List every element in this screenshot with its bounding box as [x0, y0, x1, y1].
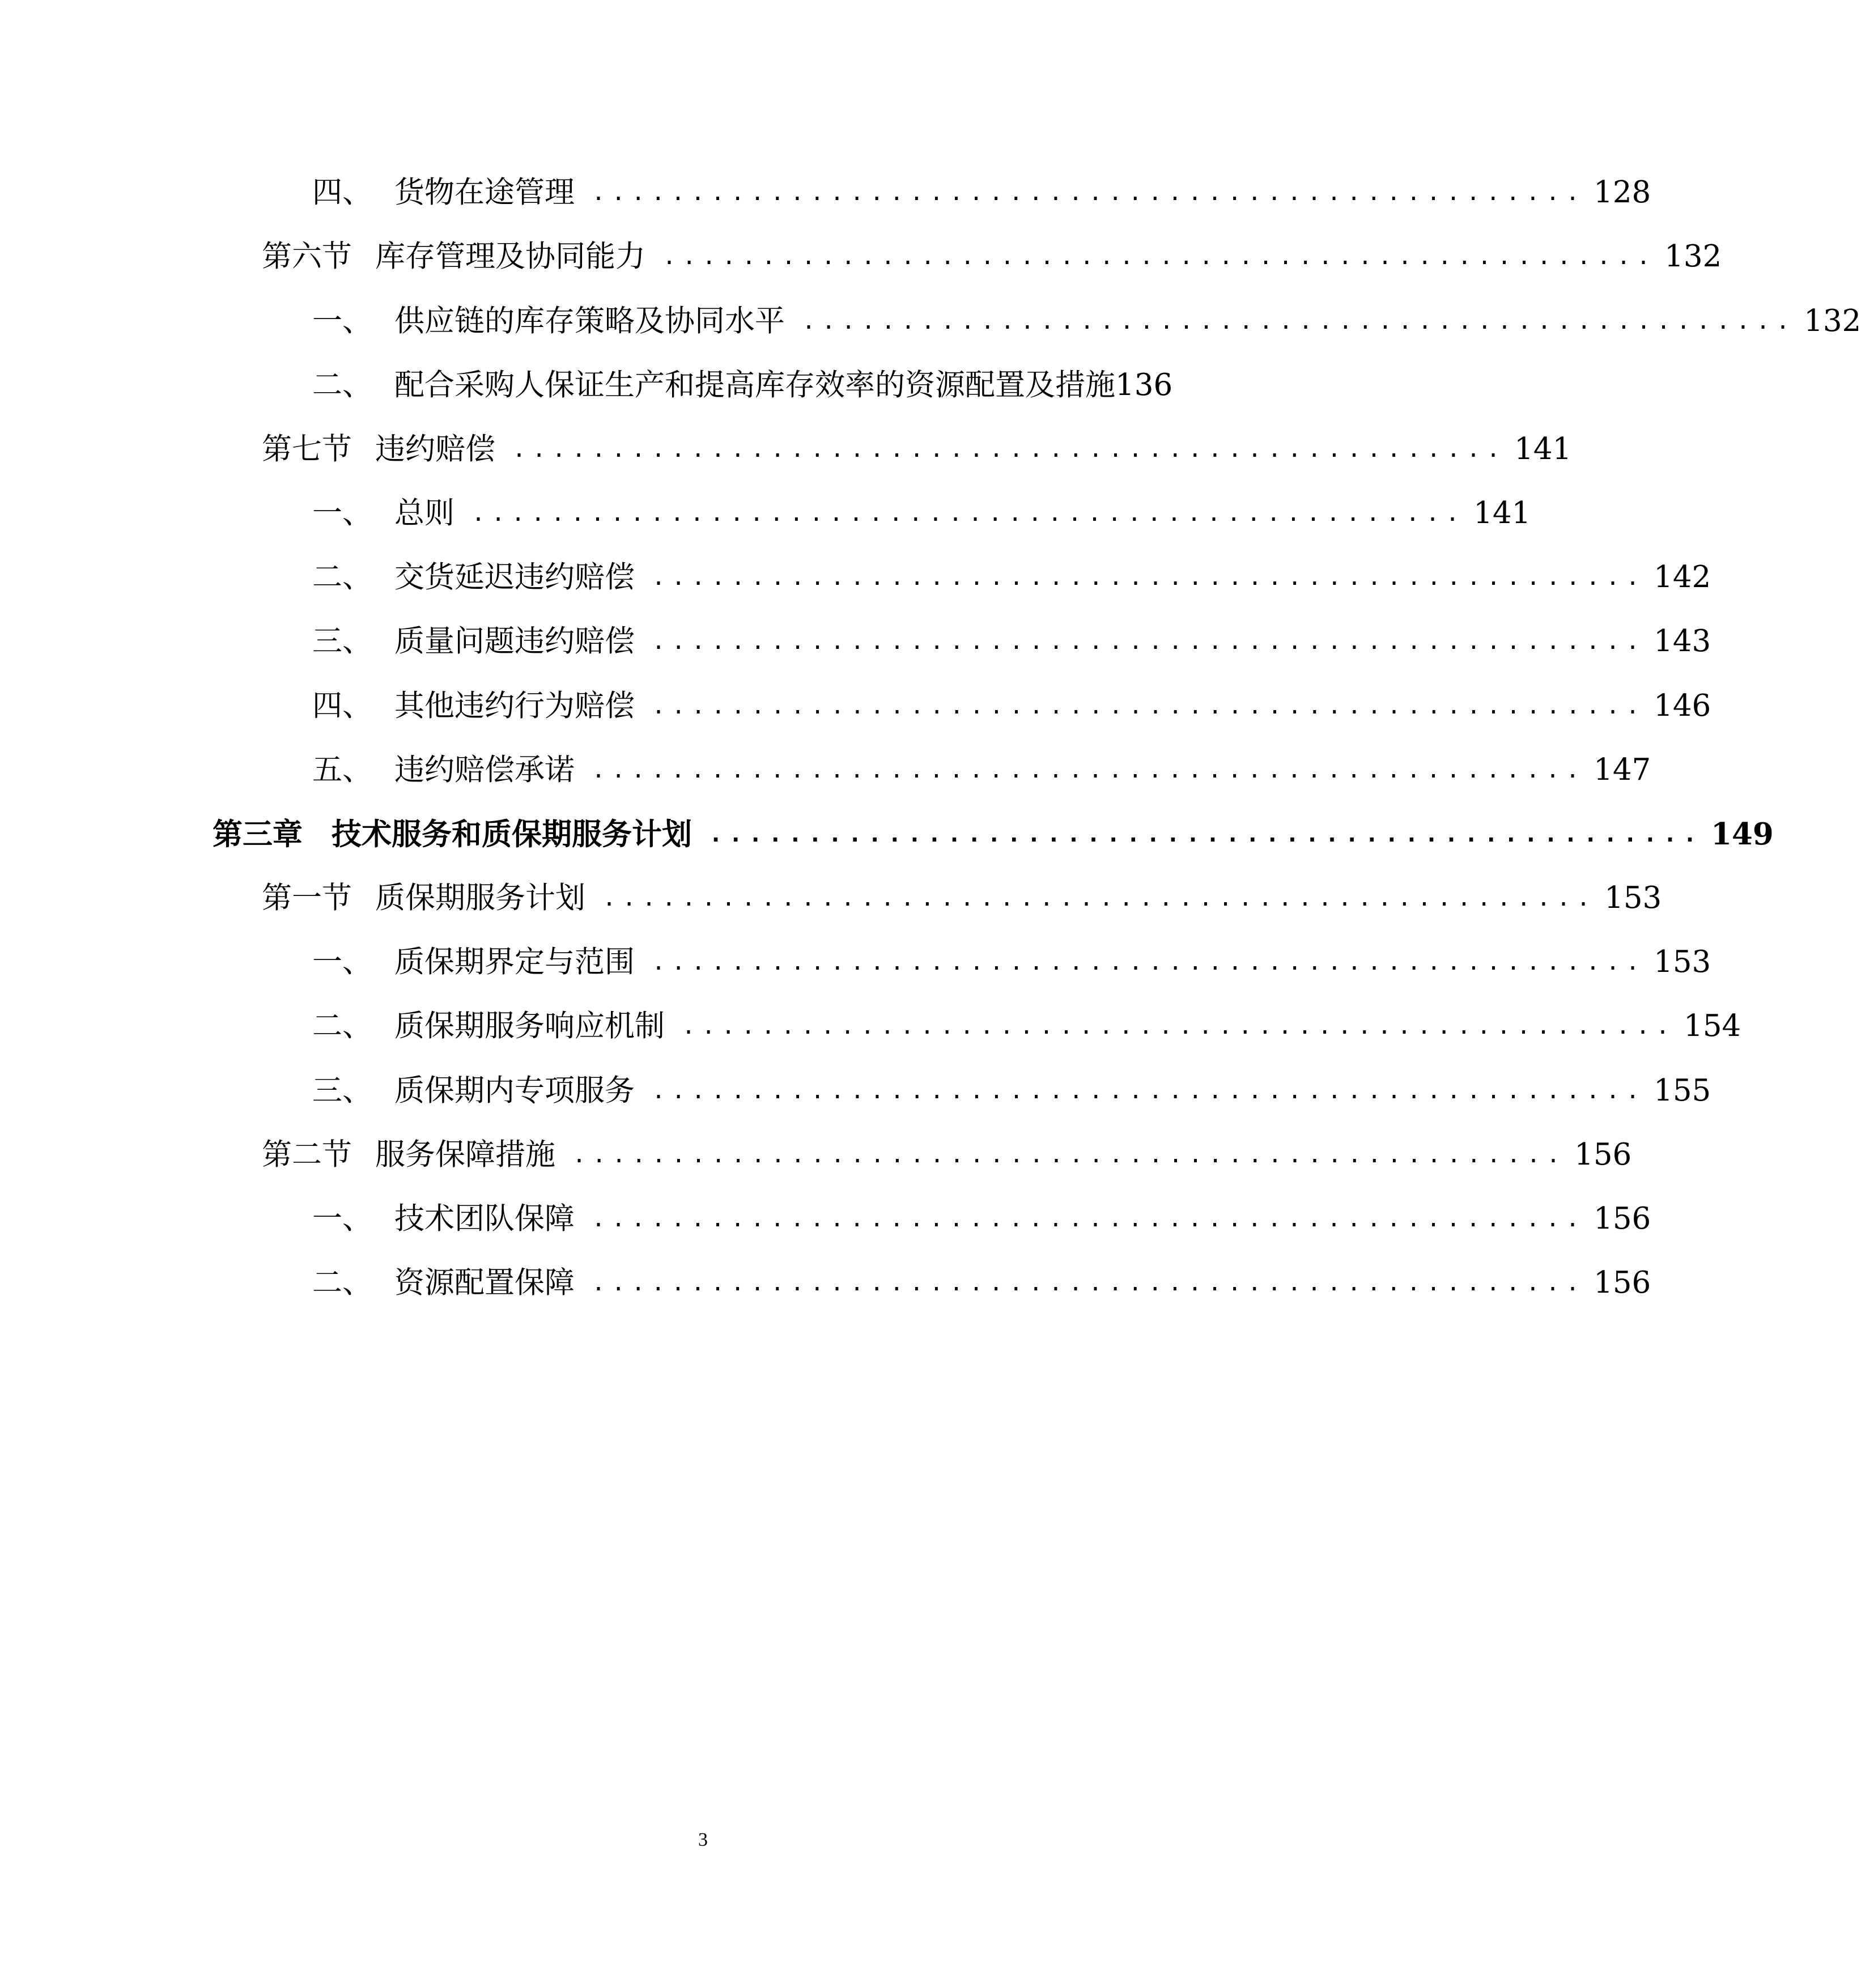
- toc-leader-dots: ..................................................: [572, 1142, 1567, 1168]
- toc-entry-number: 三、: [312, 1073, 372, 1108]
- toc-leader-dots: ..................................................: [471, 500, 1466, 526]
- toc-entry-number: 二、: [312, 1009, 372, 1043]
- toc-entry[interactable]: [262, 234, 1722, 279]
- toc-entry-page: 132: [1664, 239, 1722, 274]
- toc-entry[interactable]: [312, 940, 1711, 985]
- toc-entry-title: 其他违约行为赔偿: [394, 689, 635, 723]
- toc-entry[interactable]: [312, 491, 1531, 536]
- toc-leader-dots: ..................................................: [709, 821, 1703, 847]
- toc-leader-dots: ..................................................: [652, 1078, 1646, 1104]
- toc-entry-title: 供应链的库存策略及协同水平: [394, 304, 785, 338]
- toc-entry-page: 156: [1594, 1201, 1651, 1236]
- toc-entry[interactable]: [312, 1004, 1741, 1049]
- toc-entry-title: 质保期服务计划: [375, 881, 585, 915]
- toc-entry-page: 141: [1473, 496, 1531, 530]
- toc-entry-number: 第三章: [213, 817, 303, 852]
- toc-entry-title: 服务保障措施: [375, 1137, 555, 1172]
- toc-entry-page: 142: [1654, 560, 1711, 594]
- toc-leader-dots: ..................................................: [682, 1013, 1676, 1039]
- toc-entry-title: 技术服务和质保期服务计划: [332, 817, 692, 852]
- toc-entry-number: 第一节: [262, 881, 352, 915]
- toc-entry[interactable]: [312, 170, 1651, 215]
- toc-entry[interactable]: [312, 1260, 1651, 1306]
- toc-entry-page: 156: [1574, 1137, 1632, 1172]
- toc-entry-number: 一、: [312, 945, 372, 979]
- toc-entry-title: 资源配置保障: [394, 1265, 575, 1300]
- toc-entry-number: 一、: [312, 1201, 372, 1236]
- toc-entry[interactable]: [312, 1068, 1711, 1114]
- toc-entry-title: 违约赔偿承诺: [394, 753, 575, 787]
- toc-leader-dots: ..................................................: [512, 436, 1507, 462]
- toc-leader-dots: ..................................................: [662, 244, 1657, 270]
- toc-entry-title: 货物在途管理: [394, 175, 575, 210]
- toc-entry-title: 违约赔偿: [375, 432, 495, 466]
- toc-leader-dots: ..................................................: [802, 308, 1796, 334]
- toc-entry[interactable]: [262, 876, 1662, 921]
- toc-entry-number: 一、: [312, 496, 372, 530]
- toc-entry-title: 配合采购人保证生产和提高库存效率的资源配置及措施: [394, 368, 1115, 402]
- toc-entry[interactable]: [312, 363, 1242, 408]
- toc-entry[interactable]: [262, 427, 1572, 472]
- toc-entry-page: 136: [1115, 368, 1173, 402]
- toc-entry-number: 五、: [312, 753, 372, 787]
- toc-entry-number: 第二节: [262, 1137, 352, 1172]
- toc-leader-dots: ..................................................: [592, 180, 1586, 206]
- toc-entry-title: 库存管理及协同能力: [375, 239, 645, 274]
- toc-entry-chapter[interactable]: [213, 812, 1774, 857]
- toc-entry-number: 一、: [312, 304, 372, 338]
- toc-entry-page: 153: [1654, 945, 1711, 979]
- toc-entry-page: 155: [1654, 1073, 1711, 1108]
- toc-leader-dots: ..................................................: [652, 564, 1646, 591]
- toc-leader-dots: ..................................................: [652, 693, 1646, 719]
- page-number: 3: [698, 1829, 708, 1850]
- toc-entry-title: 总则: [394, 496, 454, 530]
- toc-entry-number: 四、: [312, 689, 372, 723]
- toc-entry-page: 156: [1594, 1265, 1651, 1300]
- toc-entry-page: 153: [1604, 881, 1662, 915]
- toc-leader-dots: ..................................................: [592, 757, 1586, 783]
- toc-entry-title: 质保期内专项服务: [394, 1073, 635, 1108]
- toc-entry[interactable]: [312, 683, 1711, 729]
- toc-entry-page: 154: [1684, 1009, 1741, 1043]
- toc-entry-page: 141: [1514, 432, 1572, 466]
- toc-entry[interactable]: [312, 1196, 1651, 1242]
- toc-entry-number: 二、: [312, 1265, 372, 1300]
- toc-entry-number: 三、: [312, 624, 372, 659]
- toc-entry-number: 二、: [312, 560, 372, 594]
- toc-entry-number: 二、: [312, 368, 372, 402]
- toc-entry[interactable]: [312, 555, 1711, 600]
- toc-leader-dots: ..................................................: [652, 628, 1646, 655]
- toc-entry-number: 第七节: [262, 432, 352, 466]
- toc-entry-title: 质保期服务响应机制: [394, 1009, 665, 1043]
- toc-entry-page: 143: [1654, 624, 1711, 659]
- toc-entry-page: 132: [1804, 304, 1861, 338]
- toc-leader-dots: ..................................................: [652, 949, 1646, 975]
- toc-entry-number: 第六节: [262, 239, 352, 274]
- toc-entry-title: 技术团队保障: [394, 1201, 575, 1236]
- toc-entry-title: 质保期界定与范围: [394, 945, 635, 979]
- toc-entry[interactable]: [262, 1132, 1632, 1178]
- toc-entry[interactable]: [312, 747, 1651, 793]
- toc-leader-dots: ..................................................: [592, 1270, 1586, 1296]
- toc-leader-dots: ..................................................: [602, 885, 1597, 911]
- toc-entry[interactable]: [312, 299, 1861, 344]
- toc-entry-page: 149: [1711, 817, 1774, 852]
- toc-entry-number: 四、: [312, 175, 372, 210]
- toc-entry-page: 147: [1594, 753, 1651, 787]
- toc-entry-title: 交货延迟违约赔偿: [394, 560, 635, 594]
- toc-entry-page: 146: [1654, 689, 1711, 723]
- toc-entry-page: 128: [1594, 175, 1651, 210]
- toc-leader-dots: ..................................................: [592, 1206, 1586, 1232]
- toc-entry[interactable]: [312, 619, 1711, 664]
- toc-entry-title: 质量问题违约赔偿: [394, 624, 635, 659]
